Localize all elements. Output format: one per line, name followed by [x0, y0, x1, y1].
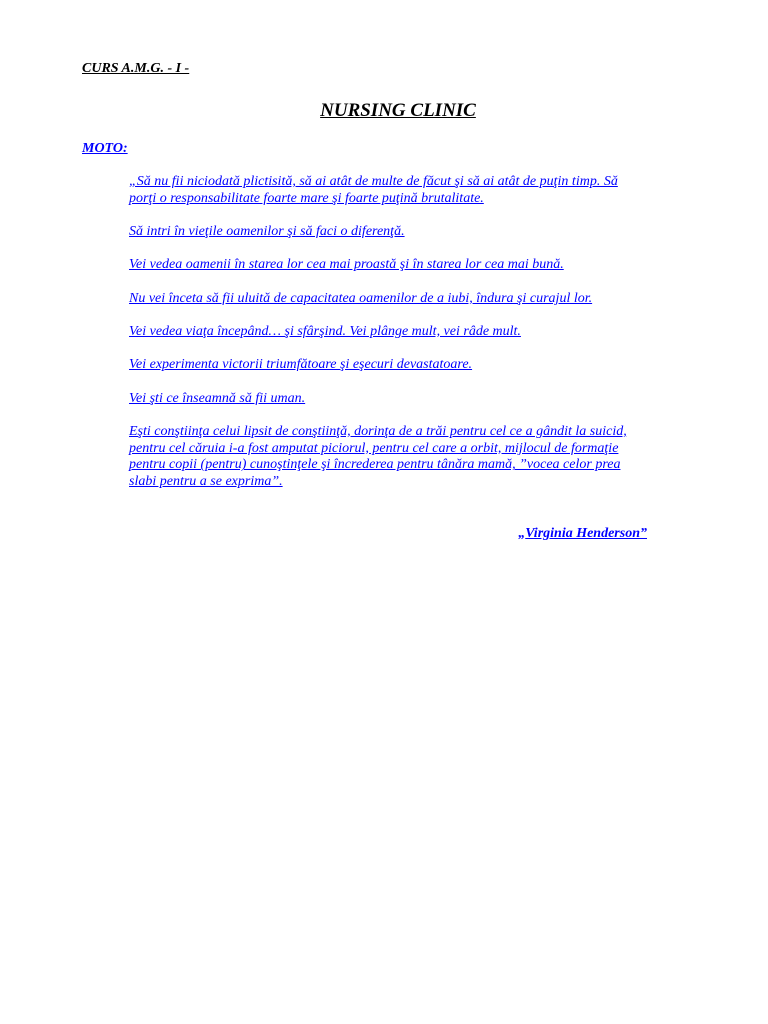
- document-title: NURSING CLINIC: [320, 100, 476, 121]
- quote-paragraph: Vei vedea viaţa începând… şi sfârşind. Vei plânge mult, vei râde mult.: [129, 323, 521, 339]
- quote-paragraph: Nu vei înceta să fii uluită de capacitatea oamenilor de a iubi, îndura şi curajul lor.: [129, 290, 593, 306]
- motto-label: MOTO:: [82, 141, 128, 156]
- quote-paragraph: Vei şti ce înseamnă să fii uman.: [129, 390, 306, 406]
- course-header: CURS A.M.G. - I -: [82, 61, 190, 76]
- quote-author: [518, 526, 647, 542]
- quote-paragraph: Vei experimenta victorii triumfătoare şi eşecuri devastatoare.: [129, 357, 473, 373]
- quote-paragraph: Să intri în vieţile oamenilor şi să faci o diferenţă.: [129, 224, 405, 240]
- quote-paragraph: Eşti conştiinţa celui lipsit de conştiinţă, dorinţa de a trăi pentru cel ce a gândit la suicid, pentru cel căruia i-a fost amputat piciorul, pentru cel care a orbit, mijlocul de formaţie pentru copii (pentru) cunoştinţele şi încrederea pentru tânăra mamă, ”vocea celor prea slabi pentru a se exprima”.: [129, 423, 627, 490]
- author-open-quote: „: [518, 526, 526, 541]
- quote-paragraph: Vei vedea oamenii în starea lor cea mai proastă şi în starea lor cea mai bună.: [129, 257, 564, 273]
- motto-quote: [129, 174, 629, 508]
- author-name: Virginia Henderson”: [525, 526, 647, 541]
- quote-paragraph: „Să nu fii niciodată plictisită, să ai atât de multe de făcut şi să ai atât de puţin timp. Să porţi o responsabilitate foarte mare şi foarte puţină brutalitate.: [129, 174, 618, 206]
